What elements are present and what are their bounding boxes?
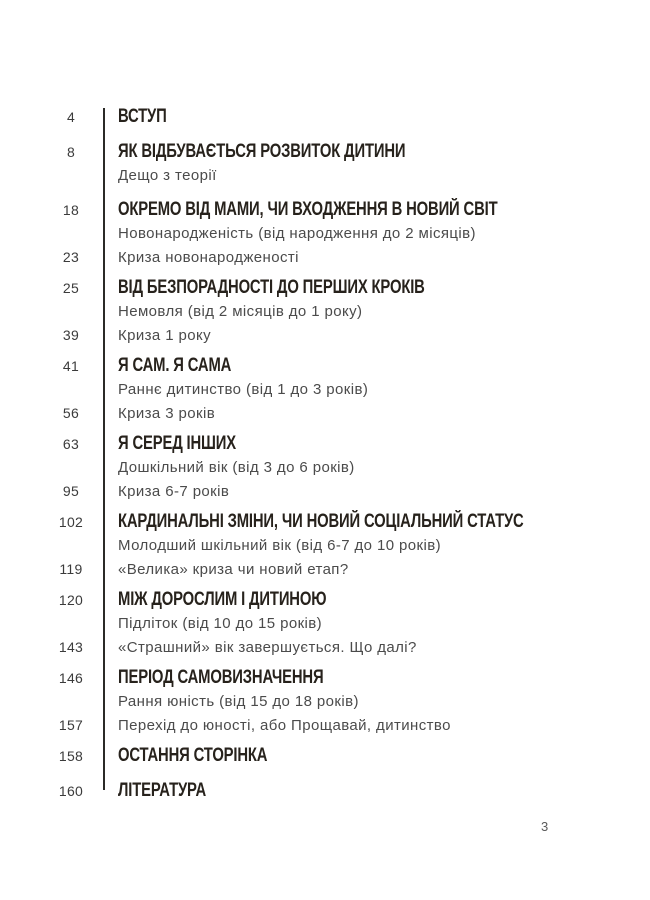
toc-chapter-subtitle: Раннє дитинство (від 1 до 3 років) (118, 381, 369, 398)
toc-chapter-subtitle: Новонародженість (від народження до 2 місяців) (118, 225, 476, 242)
toc-heading-row (55, 106, 615, 129)
toc-chapter-title: КАРДИНАЛЬНІ ЗМІНИ, ЧИ НОВИЙ СОЦІАЛЬНИЙ СТАТУС (118, 511, 524, 532)
toc-heading-row (55, 745, 615, 768)
toc-chapter-subtitle: Рання юність (від 15 до 18 років) (118, 693, 359, 710)
toc-subtitle-row (55, 164, 615, 187)
toc-subtitle-row (55, 456, 615, 479)
toc-entry-group (55, 355, 615, 426)
toc-page-number: 120 (58, 592, 84, 608)
toc-heading-row (55, 355, 615, 378)
toc-subentry-label: «Страшний» вік завершується. Що далі? (118, 639, 417, 656)
toc-page-number: 25 (62, 280, 80, 296)
toc-entry-group (55, 589, 615, 660)
toc-chapter-subtitle: Дещо з теорії (118, 167, 217, 184)
toc-subentry-label: Криза 3 років (118, 405, 216, 422)
toc-subtitle-row (55, 612, 615, 635)
toc-list (55, 106, 615, 803)
toc-subentry-row (55, 557, 615, 582)
toc-chapter-title: ЯК ВІДБУВАЄТЬСЯ РОЗВИТОК ДИТИНИ (118, 141, 406, 162)
toc-subtitle-row (55, 378, 615, 401)
toc-entry-group (55, 667, 615, 738)
toc-page-number: 146 (58, 670, 84, 686)
toc-page-number: 39 (62, 327, 80, 343)
toc-page-number: 41 (62, 358, 80, 374)
toc-entry-group (55, 780, 615, 803)
toc-heading-row (55, 277, 615, 300)
toc-heading-row (55, 667, 615, 690)
toc-chapter-title: ПЕРІОД САМОВИЗНАЧЕННЯ (118, 667, 324, 688)
toc-chapter-title: ВСТУП (118, 106, 167, 127)
toc-heading-row (55, 199, 615, 222)
toc-chapter-title: Я СЕРЕД ІНШИХ (118, 433, 237, 454)
toc-heading-row (55, 589, 615, 612)
toc-entry-group (55, 106, 615, 129)
toc-chapter-title: ОСТАННЯ СТОРІНКА (118, 745, 268, 766)
toc-chapter-subtitle: Молодший шкільний вік (від 6-7 до 10 років) (118, 537, 441, 554)
toc-heading-row (55, 433, 615, 456)
toc-subentry-row (55, 401, 615, 426)
toc-subentry-label: Криза 1 року (118, 327, 212, 344)
toc-subentry-row (55, 245, 615, 270)
toc-subentry-label: Криза 6-7 років (118, 483, 230, 500)
toc-page-number: 8 (66, 144, 76, 160)
toc-page-number: 143 (58, 639, 84, 655)
toc-subentry-label: «Велика» криза чи новий етап? (118, 561, 349, 578)
toc-chapter-title: ЛІТЕРАТУРА (118, 780, 207, 801)
divider-line (103, 108, 105, 790)
toc-page-number: 23 (62, 249, 80, 265)
toc-page-number: 4 (66, 109, 76, 125)
toc-page-number: 56 (62, 405, 80, 421)
toc-heading-row (55, 511, 615, 534)
toc-page-number: 160 (58, 783, 84, 799)
toc-subtitle-row (55, 690, 615, 713)
toc-page-number: 157 (58, 717, 84, 733)
toc-chapter-title: МІЖ ДОРОСЛИМ І ДИТИНОЮ (118, 589, 327, 610)
toc-chapter-title: ВІД БЕЗПОРАДНОСТІ ДО ПЕРШИХ КРОКІВ (118, 277, 425, 298)
toc-entry-group (55, 433, 615, 504)
toc-chapter-subtitle: Немовля (від 2 місяців до 1 року) (118, 303, 363, 320)
toc-subentry-label: Перехід до юності, або Прощавай, дитинство (118, 717, 451, 734)
page-number: 3 (541, 819, 549, 834)
toc-subentry-label: Криза новонародженості (118, 249, 299, 266)
toc-page-number: 102 (58, 514, 84, 530)
toc-chapter-subtitle: Дошкільний вік (від 3 до 6 років) (118, 459, 355, 476)
toc-page-number: 158 (58, 748, 84, 764)
toc-entry-group (55, 745, 615, 768)
toc-page-number: 18 (62, 202, 80, 218)
toc-chapter-title: ОКРЕМО ВІД МАМИ, ЧИ ВХОДЖЕННЯ В НОВИЙ СВІТ (118, 199, 498, 220)
toc-heading-row (55, 141, 615, 164)
toc-subtitle-row (55, 534, 615, 557)
toc-entry-group (55, 141, 615, 187)
toc-subtitle-row (55, 222, 615, 245)
toc-subentry-row (55, 713, 615, 738)
toc-subentry-row (55, 479, 615, 504)
toc-chapter-subtitle: Підліток (від 10 до 15 років) (118, 615, 323, 632)
toc-subentry-row (55, 323, 615, 348)
toc-page-number: 95 (62, 483, 80, 499)
toc-subtitle-row (55, 300, 615, 323)
toc-subentry-row (55, 635, 615, 660)
table-of-contents (55, 106, 615, 815)
toc-entry-group (55, 277, 615, 348)
toc-page-number: 119 (59, 561, 83, 577)
toc-heading-row (55, 780, 615, 803)
toc-chapter-title: Я САМ. Я САМА (118, 355, 232, 376)
toc-entry-group (55, 511, 615, 582)
toc-page-number: 63 (62, 436, 80, 452)
toc-entry-group (55, 199, 615, 270)
